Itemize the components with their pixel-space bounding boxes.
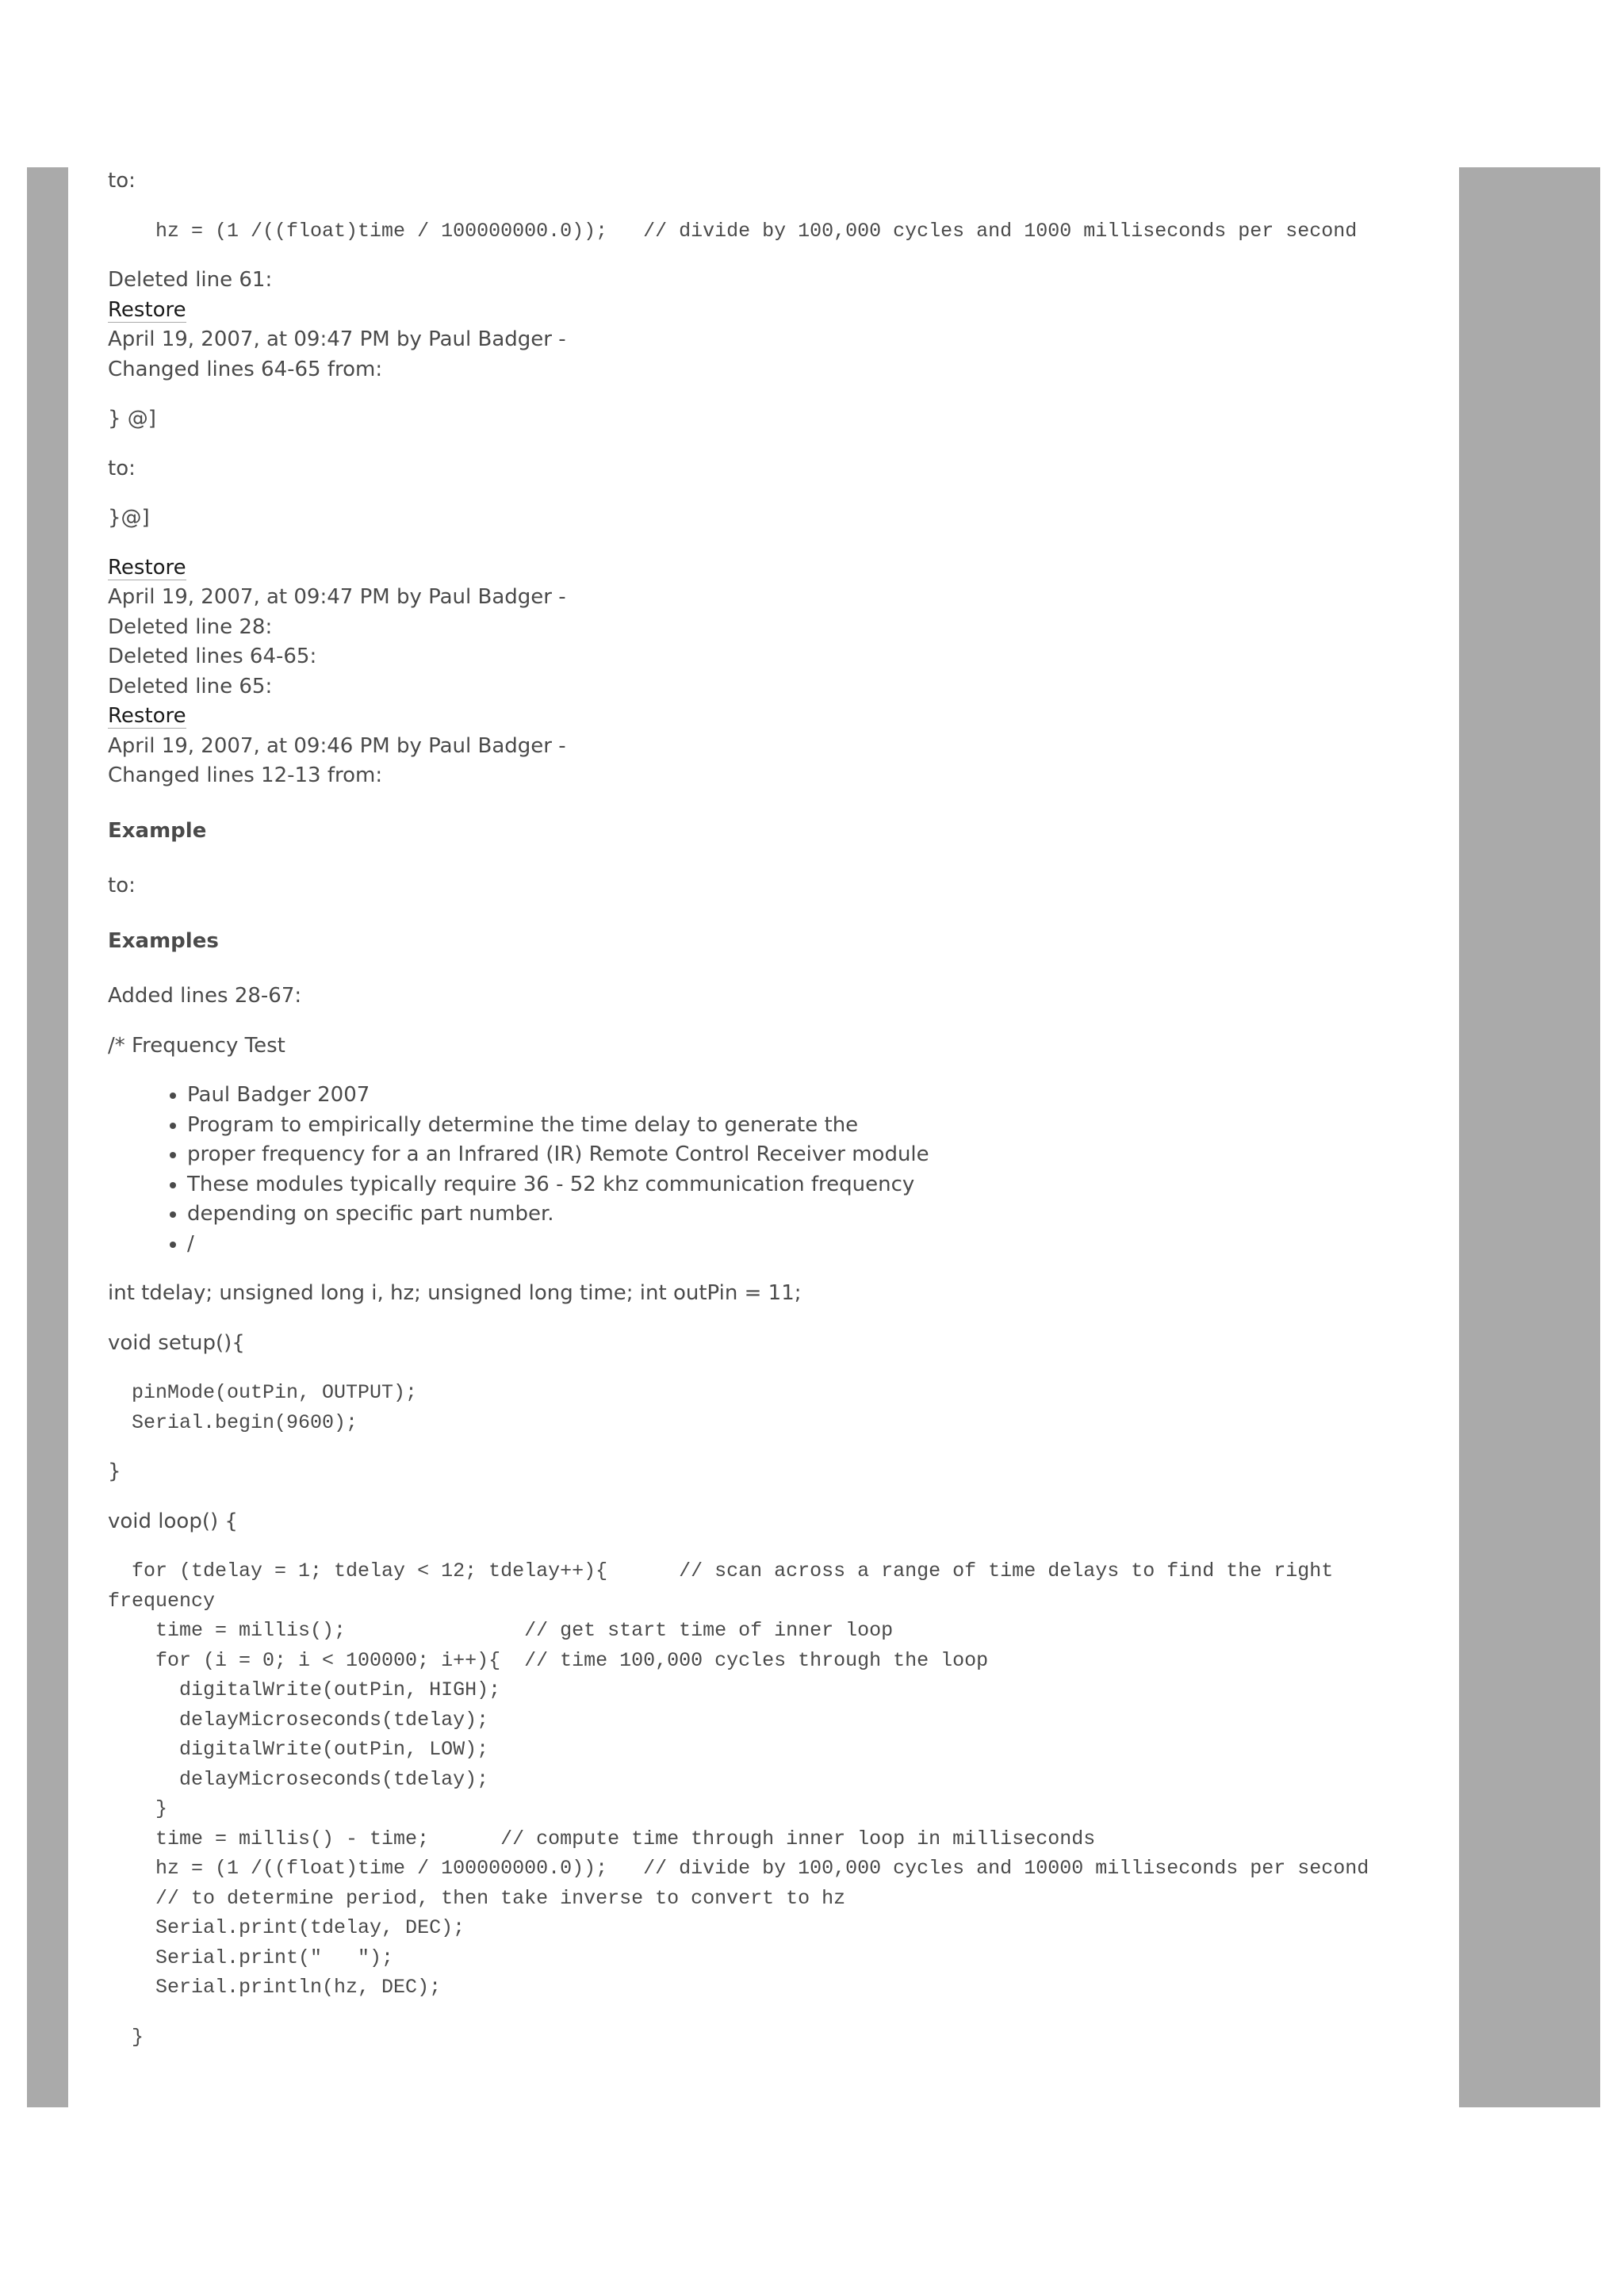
loop-code-block: for (tdelay = 1; tdelay < 12; tdelay++){ // scan across a range of time delays to find the right frequency time = millis(); // get start time of inner loop for (i = 0; i < 100000; i++){ // time 100,000 cycles through the loop digitalWrite(outPin, HIGH); delayMicroseconds(tdelay); digitalWrite(outPin, LOW); delayMicroseconds(tdelay); } time = millis() - time; // compute time through inner loop in milliseconds hz = (1 /((float)time / 100000000.0)); // divide by 100,000 cycles and 10000 milliseconds per second // to determine period, then take inverse to convert to hz Serial.print(tdelay, DEC); Serial.print(" "); Serial.println(hz, DEC); bbox=[108, 1559, 1369, 1999]
to-label: to: bbox=[108, 874, 136, 897]
revision-date: April 19, 2007, at 09:46 PM by Paul Badger - bbox=[108, 733, 566, 758]
left-border-bar bbox=[27, 167, 68, 2107]
to-label: to: bbox=[108, 456, 136, 480]
list-item: • These modules typically require 36 - 52 khz communication frequency bbox=[187, 1170, 1448, 1200]
added-lines-28-67: Added lines 28-67: bbox=[108, 984, 302, 1008]
right-border-bar bbox=[1459, 167, 1600, 2107]
heading-examples: Examples bbox=[108, 928, 219, 953]
code-hz-line: hz = (1 /((float)time / 100000000.0)); // divide by 100,000 cycles and 1000 milliseconds per second bbox=[108, 219, 1358, 243]
deleted-lines-64-65: Deleted lines 64-65: bbox=[108, 645, 317, 668]
page-history-content bbox=[108, 166, 1448, 2052]
deleted-line-65: Deleted line 65: bbox=[108, 674, 273, 698]
list-item: • Paul Badger 2007 bbox=[187, 1081, 1448, 1111]
heading-example: Example bbox=[108, 818, 207, 843]
restore-link[interactable]: Restore bbox=[108, 297, 186, 322]
deleted-line-28: Deleted line 28: bbox=[108, 614, 273, 639]
setup-close: } bbox=[108, 1460, 121, 1483]
changed-lines-64-65: Changed lines 64-65 from: bbox=[108, 357, 383, 381]
code-brace-at: } @] bbox=[108, 407, 156, 430]
revision-date: April 19, 2007, at 09:47 PM by Paul Badger - bbox=[108, 585, 566, 609]
setup-open: void setup(){ bbox=[108, 1330, 245, 1355]
list-item: • proper frequency for a an Infrared (IR) Remote Control Receiver module bbox=[187, 1140, 1448, 1170]
restore-link[interactable]: Restore bbox=[108, 555, 186, 580]
loop-open: void loop() { bbox=[108, 1509, 238, 1533]
list-item: • Program to empirically determine the time delay to generate the bbox=[187, 1111, 1448, 1141]
list-item: • depending on specific part number. bbox=[187, 1200, 1448, 1230]
list-item: • / bbox=[187, 1230, 1448, 1260]
comment-frequency-test: /* Frequency Test bbox=[108, 1033, 285, 1058]
loop-close: } bbox=[108, 2025, 144, 2049]
code-brace-at: }@] bbox=[108, 506, 150, 530]
revision-date: April 19, 2007, at 09:47 PM by Paul Badger - bbox=[108, 327, 566, 351]
variable-declarations: int tdelay; unsigned long i, hz; unsigned long time; int outPin = 11; bbox=[108, 1281, 802, 1305]
comment-bullet-list bbox=[108, 1081, 1448, 1259]
deleted-line-61: Deleted line 61: bbox=[108, 268, 273, 292]
setup-code-block: pinMode(outPin, OUTPUT); Serial.begin(9600); bbox=[132, 1381, 418, 1434]
changed-lines-12-13: Changed lines 12-13 from: bbox=[108, 763, 383, 787]
to-label: to: bbox=[108, 169, 136, 193]
restore-link[interactable]: Restore bbox=[108, 704, 186, 728]
